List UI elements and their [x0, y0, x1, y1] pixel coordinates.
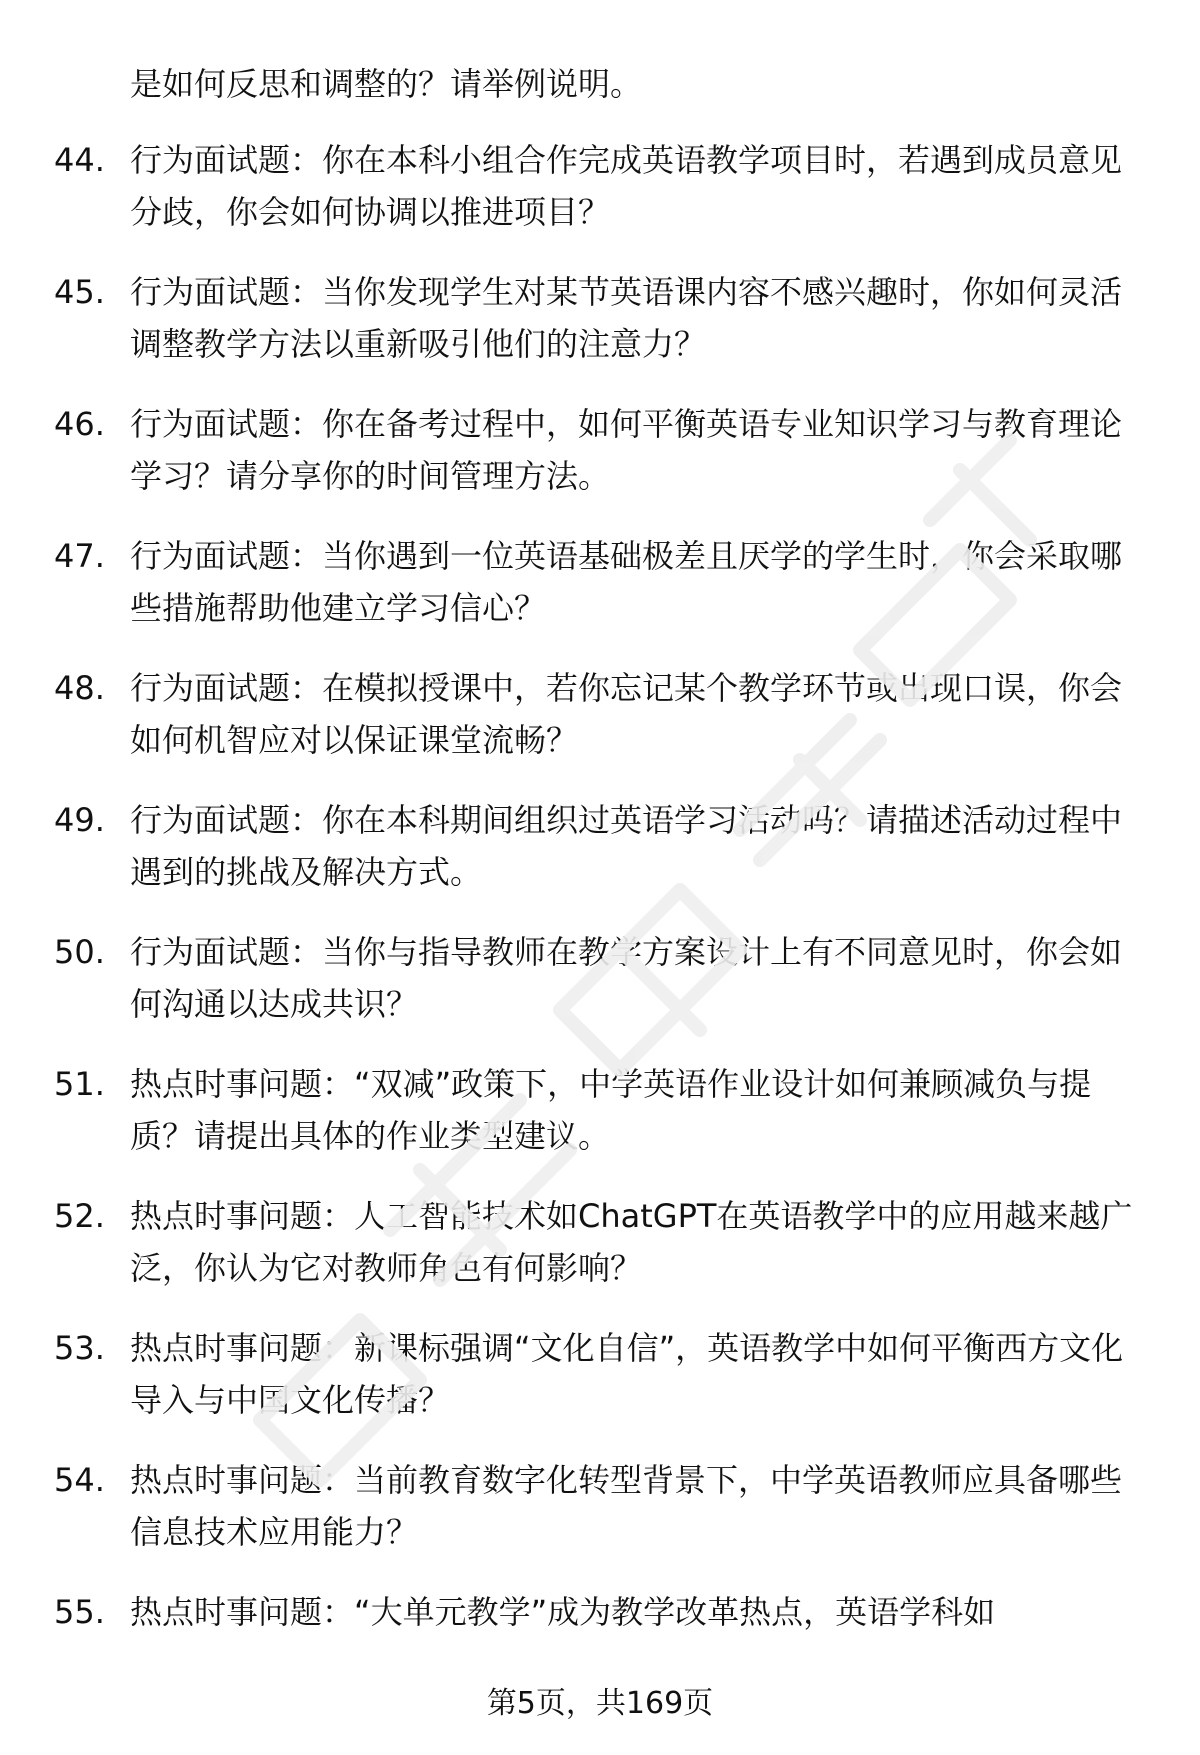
question-number: 52.	[54, 1197, 105, 1235]
list-item	[0, 662, 1200, 782]
question-text: 行为面试题：你在备考过程中，如何平衡英语专业知识学习与教育理论学习？请分享你的时间管理方法。	[130, 405, 1123, 495]
question-text: 行为面试题：你在本科小组合作完成英语教学项目时，若遇到成员意见分歧，你会如何协调以推进项目？	[130, 141, 1123, 231]
question-number: 44.	[54, 141, 105, 179]
list-item	[0, 1190, 1200, 1310]
question-text: 行为面试题：当你与指导教师在教学方案设计上有不同意见时，你会如何沟通以达成共识？	[130, 933, 1123, 1023]
list-item	[0, 794, 1200, 914]
list-item	[0, 134, 1200, 254]
question-text: 行为面试题：在模拟授课中，若你忘记某个教学环节或出现口误，你会如何机智应对以保证课堂流畅？	[130, 669, 1123, 759]
page-footer: 第5页，共169页	[486, 1686, 714, 1721]
question-number: 48.	[54, 669, 105, 707]
question-number: 54.	[54, 1461, 105, 1499]
list-item	[0, 1058, 1200, 1178]
question-text: 行为面试题：当你发现学生对某节英语课内容不感兴趣时，你如何灵活调整教学方法以重新吸引他们的注意力？	[130, 273, 1123, 363]
question-text: 行为面试题：当你遇到一位英语基础极差且厌学的学生时，你会采取哪些措施帮助他建立学习信心？	[130, 537, 1123, 627]
list-item	[0, 1322, 1200, 1442]
list-item	[0, 398, 1200, 518]
question-number: 46.	[54, 405, 105, 443]
question-number: 45.	[54, 273, 105, 311]
question-text: 热点时事问题：人工智能技术如ChatGPT在英语教学中的应用越来越广泛，你认为它对教师角色有何影响？	[130, 1197, 1133, 1287]
question-text: 热点时事问题：“大单元教学”成为教学改革热点，英语学科如	[130, 1593, 996, 1631]
question-text: 热点时事问题：“双减”政策下，中学英语作业设计如何兼顾减负与提质？请提出具体的作业类型建议。	[130, 1065, 1092, 1155]
question-number: 55.	[54, 1593, 105, 1631]
question-number: 49.	[54, 801, 105, 839]
question-number: 50.	[54, 933, 105, 971]
continuation-text: 是如何反思和调整的？请举例说明。	[130, 65, 643, 103]
list-item	[0, 1586, 1200, 1646]
list-item	[0, 926, 1200, 1046]
question-text: 热点时事问题：当前教育数字化转型背景下，中学英语教师应具备哪些信息技术应用能力？	[130, 1461, 1123, 1551]
question-number: 47.	[54, 537, 105, 575]
list-item	[0, 266, 1200, 386]
question-number: 51.	[54, 1065, 105, 1103]
question-text: 热点时事问题：新课标强调“文化自信”，英语教学中如何平衡西方文化导入与中国文化传播？	[130, 1329, 1124, 1419]
question-number: 53.	[54, 1329, 105, 1367]
question-text: 行为面试题：你在本科期间组织过英语学习活动吗？请描述活动过程中遇到的挑战及解决方式。	[130, 801, 1123, 891]
list-item	[0, 1454, 1200, 1574]
list-item	[0, 530, 1200, 650]
